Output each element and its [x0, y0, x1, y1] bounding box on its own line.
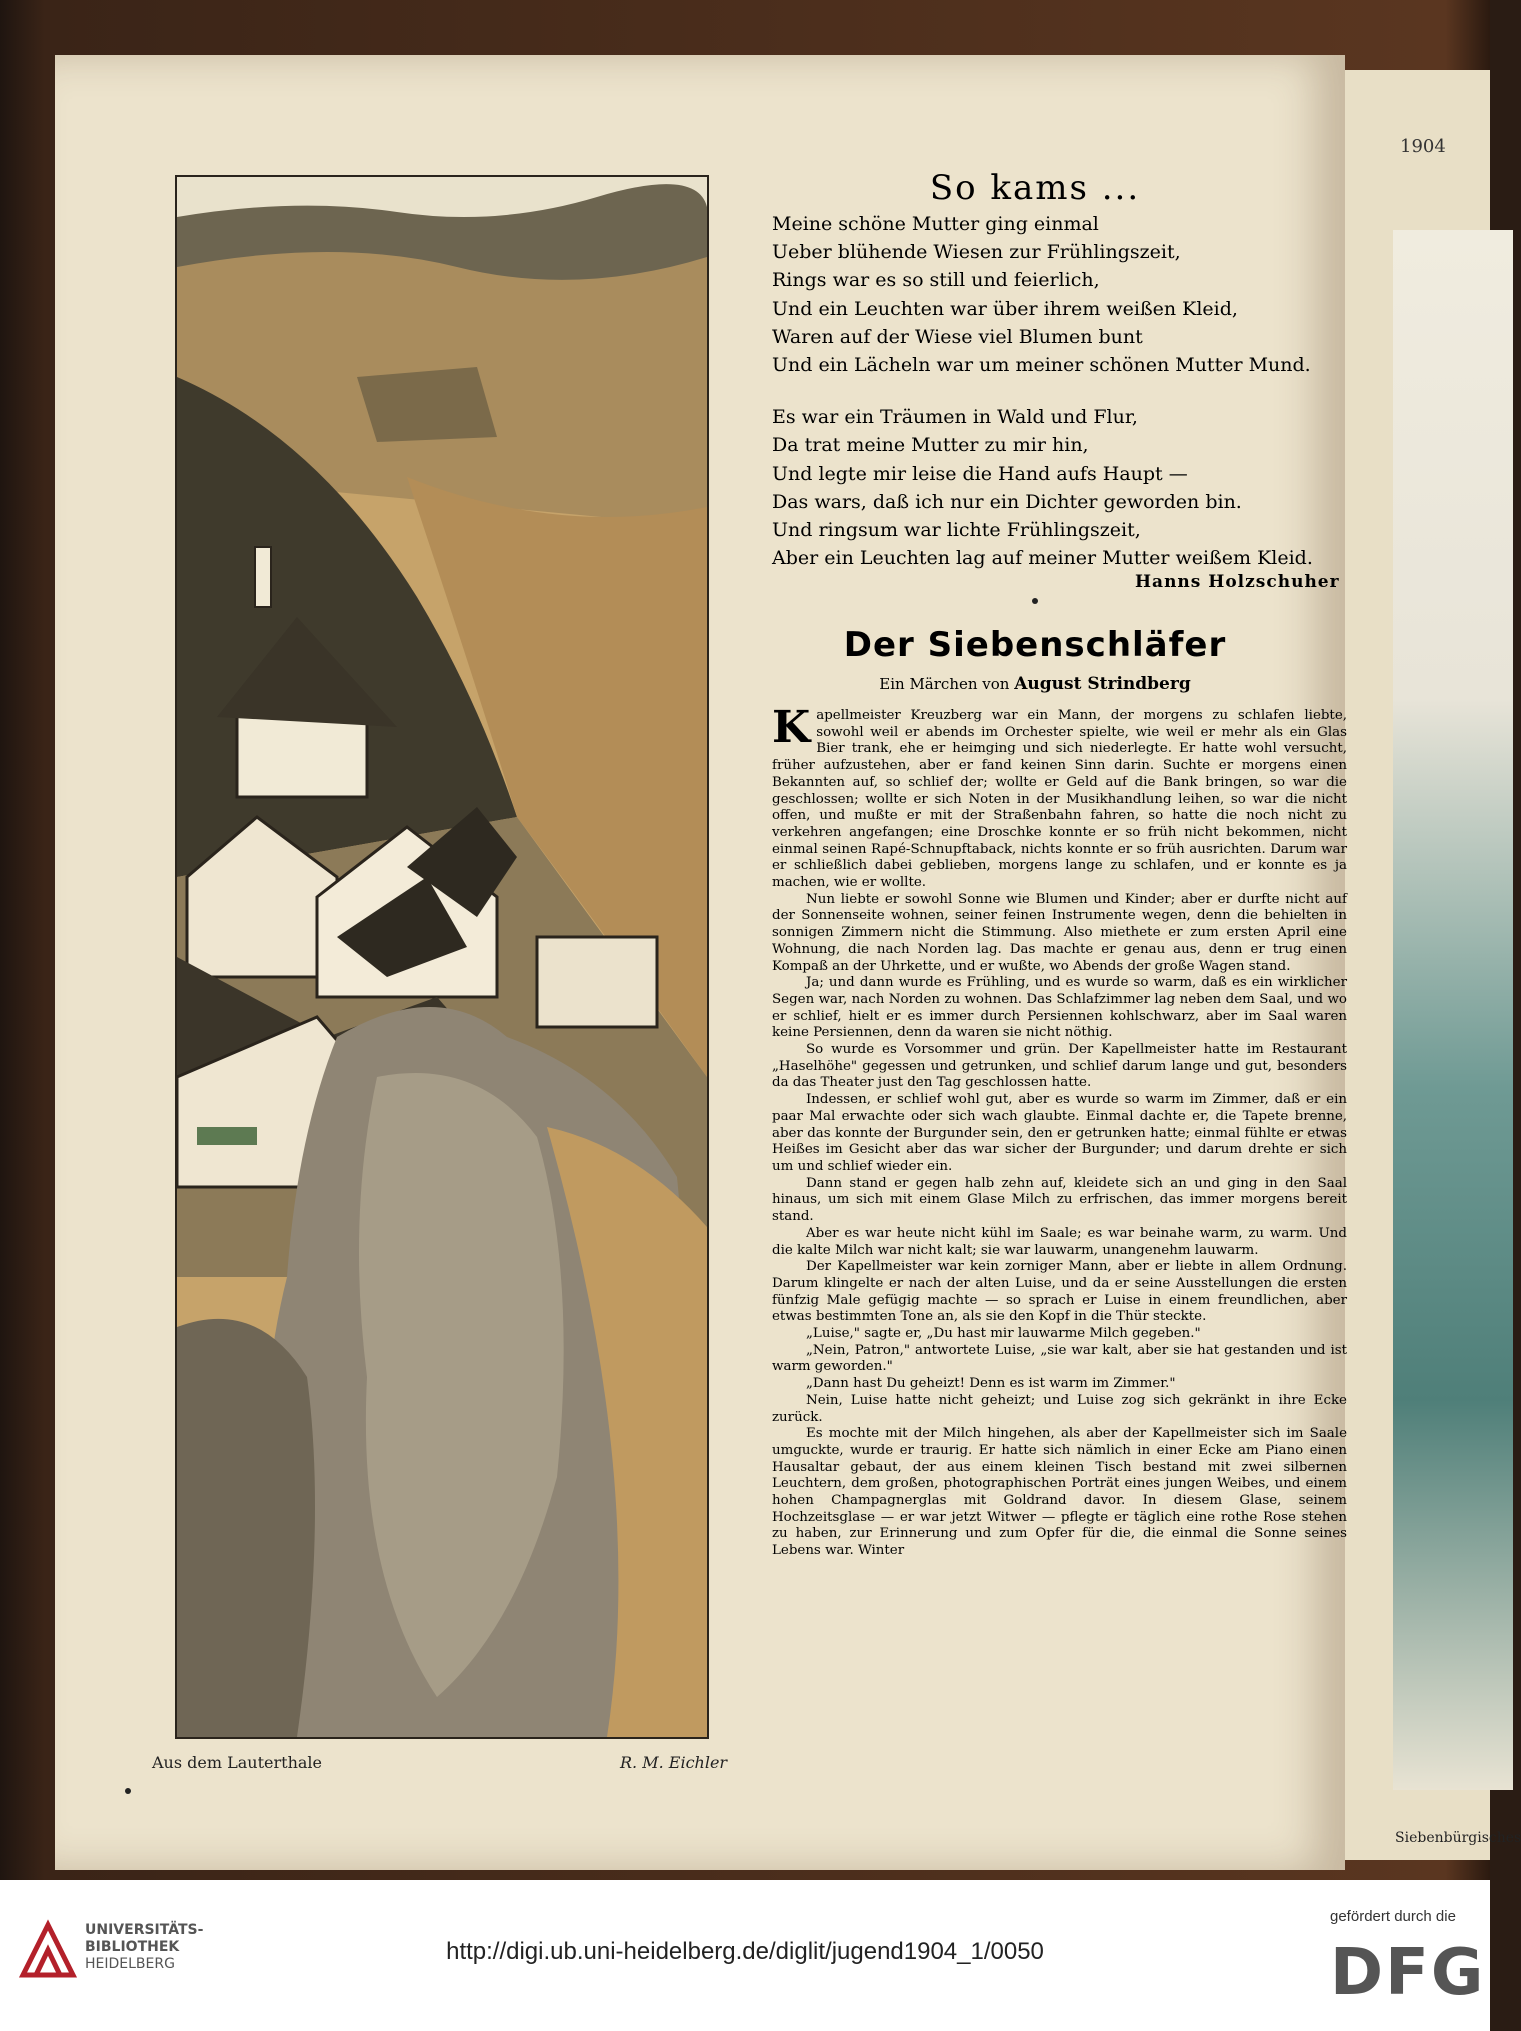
story-author: August Strindberg — [1014, 674, 1191, 694]
poem-line: Und ringsum war lichte Frühlingszeit, — [772, 519, 1141, 542]
poem-stanza — [772, 210, 1332, 379]
facing-page-caption: Siebenbürgisches — [1395, 1830, 1521, 1846]
facing-page — [1345, 70, 1521, 1860]
permalink-url[interactable]: http://digi.ub.uni-heidelberg.de/diglit/jugend1904_1/0050 — [446, 1938, 1044, 1965]
story-paragraph: Aber es war heute nicht kühl im Saale; es war beinahe warm, zu warm. Und die kalte Milch war nicht kalt; sie war lauwarm, unangenehm lauwarm. — [772, 1225, 1347, 1258]
story-paragraph: Nun liebte er sowohl Sonne wie Blumen und Kinder; aber er durfte nicht auf der Sonnenseite wohnen, seiner feinen Instrumente wegen, denn die behielten in sonnigen Zimmern nicht die Stimmung. Also miethete er zum ersten April eine Wohnung, die nach Norden lag. Das machte er genau aus, denn er trug einen Kompaß an der Uhrkette, und er wußte, wo Abends der große Wagen stand. — [772, 891, 1347, 974]
poem-line: Und ein Lächeln war um meiner schönen Mutter Mund. — [772, 354, 1311, 377]
funding-label: gefördert durch die — [1330, 1908, 1456, 1925]
facing-page-year: 1904 — [1400, 136, 1446, 157]
poem-line: Meine schöne Mutter ging einmal — [772, 213, 1099, 235]
story-title: Der Siebenschläfer — [843, 625, 1227, 665]
library-name-line: UNIVERSITÄTS- — [85, 1922, 204, 1938]
poem-line: Es war ein Träumen in Wald und Flur, — [772, 406, 1138, 429]
dfg-logo[interactable]: DFG — [1330, 1936, 1486, 2010]
story-paragraph: So wurde es Vorsommer und grün. Der Kapellmeister hatte im Restaurant „Haselhöhe" gegessen und getrunken, und schlief darum lange und gut, besonders da das Theater just den Tag geschlossen hatte. — [772, 1042, 1347, 1091]
poem-line: Waren auf der Wiese viel Blumen bunt — [772, 325, 1143, 348]
poem-line: Da trat meine Mutter zu mir hin, — [772, 434, 1089, 457]
story-paragraph: Dann stand er gegen halb zehn auf, kleidete sich an und ging in den Saal hinaus, um sich mit einem Glase Milch zu erfrischen, das immer morgens bereit stand. — [772, 1175, 1347, 1225]
poem-line: Und ein Leuchten war über ihrem weißen Kleid, — [772, 297, 1238, 320]
library-name-line: BIBLIOTHEK — [85, 1939, 180, 1955]
poem-stanza — [772, 403, 1332, 572]
facing-page-illustration — [1393, 230, 1513, 1790]
story-paragraph: Es mochte mit der Milch hingehen, als aber der Kapellmeister sich im Saale umguckte, wurde er traurig. Er hatte sich nämlich in einer Ecke am Piano einen Hausaltar gebaut, der aus einem kleinen Tisch bestand mit zwei silbernen Leuchtern, dem großen, photographischen Porträt eines jungen Weibes, und einem hohen Champagnerglas mit Goldrand davor. In diesem Glase, seinem Hochzeitsglase — er war jetzt Witwer — pflegte er täglich eine rothe Rose stehen zu haben, zur Erinnerung und zum Opfer für die, die einmal die Sonne seines Lebens war. Winter — [772, 1426, 1347, 1559]
story-paragraph: Indessen, er schlief wohl gut, aber es wurde so warm im Zimmer, daß er ein paar Mal erwachte oder sich wach glaubte. Einmal dachte er, die Tapete brenne, aber das konnte der Burgunder sein, den er getrunken hatte; einmal fühlte er etwas Heißes im Gesicht aber das war sicher der Burgunder; und darum drehte er sich um und schlief wieder ein. — [772, 1092, 1347, 1174]
poem-line: Das wars, daß ich nur ein Dichter geworden bin. — [772, 490, 1242, 513]
story-subtitle-prefix: Ein Märchen von — [879, 675, 1010, 693]
illustration-artist: R. M. Eichler — [620, 1753, 728, 1772]
story-paragraph: Ja; und dann wurde es Frühling, und es wurde so warm, daß es ein wirklicher Segen war, nach Norden zu wohnen. Das Schlafzimmer lag neben dem Saal, und wo er schlief, hielt er es immer durch Persiennen kohlschwarz, aber im Saal waren keine Persiennen, denn da waren sie nicht nöthig. — [772, 975, 1347, 1041]
landscape-illustration — [175, 175, 709, 1739]
page-mark-dot — [125, 1788, 131, 1794]
story-body — [772, 702, 1347, 1560]
poem-line: Und legte mir leise die Hand aufs Haupt — — [772, 462, 1188, 485]
story-paragraph: „Luise," sagte er, „Du hast mir lauwarme Milch gegeben." — [806, 1326, 1201, 1342]
poem-title: So kams ... — [929, 168, 1141, 208]
story-paragraph: Kapellmeister Kreuzberg war ein Mann, der morgens zu schlafen liebte, sowohl weil er abends im Orchester spielte, wie weil er mehr als ein Glas Bier trank, ehe er heimging und sich niederlegte. Er hatte wohl versucht, früher aufzustehen, aber er fand keinen Sinn darin. Suchte er morgens einen Bekannten auf, so schlief der; wollte er Geld auf die Bank bringen, so war die geschlossen; wollte er sich Noten in der Musikhandlung leihen, so war die nicht offen, und mußte er mit der Straßenbahn fahren, so hatte die noch nicht zu verkehren angefangen; eine Droschke konnte er so früh nicht bekommen, nicht einmal seinen Rapé-Schnupftaback, nichts konnte er so früh ausrichten. Darum war er schließlich dabei geblieben, morgens lange zu schlafen, und er konnte es ja machen, wie er wollte. — [772, 702, 1347, 891]
poem-line: Aber ein Leuchten lag auf meiner Mutter weißem Kleid. — [772, 547, 1313, 570]
poem-line: Rings war es so still und feierlich, — [772, 269, 1100, 292]
illustration-title: Aus dem Lauterthale — [152, 1753, 322, 1772]
landscape-artwork — [177, 177, 707, 1737]
library-name-line: HEIDELBERG — [85, 1956, 175, 1972]
separator-dot — [1032, 598, 1038, 604]
story-paragraph: Der Kapellmeister war kein zorniger Mann, aber er liebte in allem Ordnung. Darum klingelte er nach der alten Luise, und da er seine Ausstellungen die ersten fünfzig Male gefügig machte — so sprach er Luise in einem freundlichen, aber etwas bestimmten Tone an, als sie den Kopf in die Thür steckte. — [772, 1259, 1347, 1325]
story-paragraph: Nein, Luise hatte nicht geheizt; und Luise zog sich gekränkt in ihre Ecke zurück. — [772, 1392, 1347, 1425]
drop-cap: K — [772, 702, 811, 753]
poem-author: Hanns Holzschuher — [1135, 572, 1340, 592]
poem-line: Ueber blühende Wiesen zur Frühlingszeit, — [772, 241, 1181, 264]
story-paragraph: „Dann hast Du geheizt! Denn es ist warm im Zimmer." — [806, 1376, 1176, 1392]
story-paragraph: „Nein, Patron," antwortete Luise, „sie war kalt, aber sie hat gestanden und ist warm geworden." — [772, 1342, 1347, 1375]
story-subtitle — [755, 674, 1315, 694]
poem-body — [772, 210, 1332, 596]
